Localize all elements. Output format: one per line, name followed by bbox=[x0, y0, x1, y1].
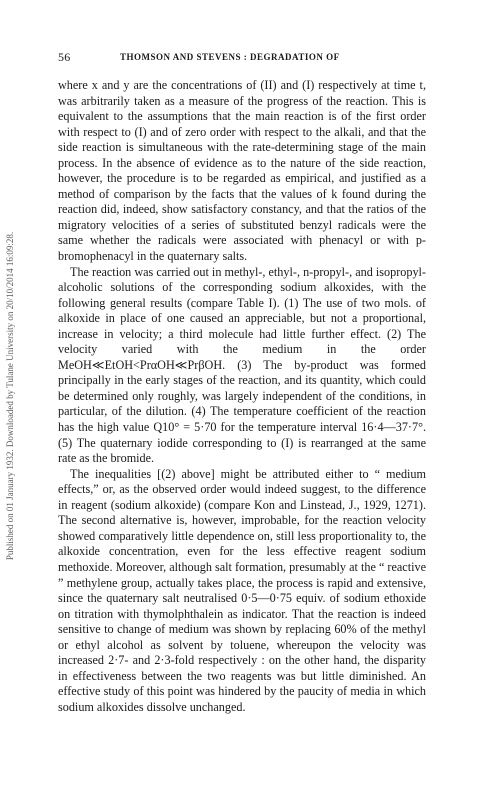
paragraph-3: The inequalities [(2) above] might be attributed either to “ medium effects,” or, as the observed order would indeed suggest, to the difference in reagent (sodium alkoxide) (compare Kon and Linstead, J., 1929, 1271). The second alternative is, however, improbable, for the reaction velocity showed comparatively little dependence on, still less proportionality to, the alkoxide concentration, even for the less effective reagent sodium methoxide. Moreover, although salt formation, presumably at the “ reactive ” methylene group, actually takes place, the process is rapid and extensive, since the quaternary salt neutralised 0·5—0·75 equiv. of sodium ethoxide on titration with thymolphthalein as indicator. That the reaction is indeed sensitive to change of medium was shown by replacing 60% of the methyl or ethyl alcohol as solvent by toluene, whereupon the velocity was increased 2·7- and 2·3-fold respectively : on the other hand, the disparity in effectiveness between the two reagents was but little diminished. An effective study of this point was hindered by the paucity of media in which sodium alkoxides dissolve unchanged. bbox=[58, 466, 426, 714]
body-text bbox=[58, 78, 426, 715]
running-head: THOMSON AND STEVENS : DEGRADATION OF bbox=[120, 52, 340, 62]
page-header bbox=[58, 50, 426, 66]
paragraph-1: where x and y are the concentrations of (II) and (I) respectively at time t, was arbitrarily taken as a measure of the progress of the reaction. This is equivalent to the assumptions that the main reaction is of the first order with respect to (I) and of zero order with respect to the alkali, and that the side reaction is simultaneous with the rate-determining stage of the main process. In the absence of evidence as to the nature of the side reaction, however, the procedure is to be regarded as empirical, and justified as a method of comparison by the facts that the values of k found during the reaction did, indeed, show satisfactory constancy, and that the ratios of the migratory velocities of a series of substituted benzyl radicals were the same whether the radicals were associated with phenacyl or with p-bromophenacyl in the quaternary salts. bbox=[58, 78, 426, 264]
provenance-sidebar bbox=[0, 0, 20, 792]
page-number: 56 bbox=[58, 50, 71, 64]
provenance-text: Published on 01 January 1932. Downloaded by Tulane University on 20/10/2014 16:09:28. bbox=[5, 231, 15, 561]
paragraph-2: The reaction was carried out in methyl-, ethyl-, n-propyl-, and isopropyl-alcoholic solutions of the corresponding sodium alkoxides, with the following general results (compare Table I). (1) The use of two mols. of alkoxide in place of one caused an appreciable, but not a proportional, increase in velocity; a third molecule had little further effect. (2) The velocity varied with the medium in the order MeOH≪EtOH<PrαOH≪PrβOH. (3) The by-product was formed principally in the early stages of the reaction, and its quantity, which could be determined only roughly, was largely independent of the conditions, in particular, of the dilution. (4) The temperature coefficient of the reaction has the high value Q10° = 5·70 for the temperature interval 16·4—37·7°. (5) The quaternary iodide corresponding to (I) is rearranged at the same rate as the bromide. bbox=[58, 264, 426, 466]
